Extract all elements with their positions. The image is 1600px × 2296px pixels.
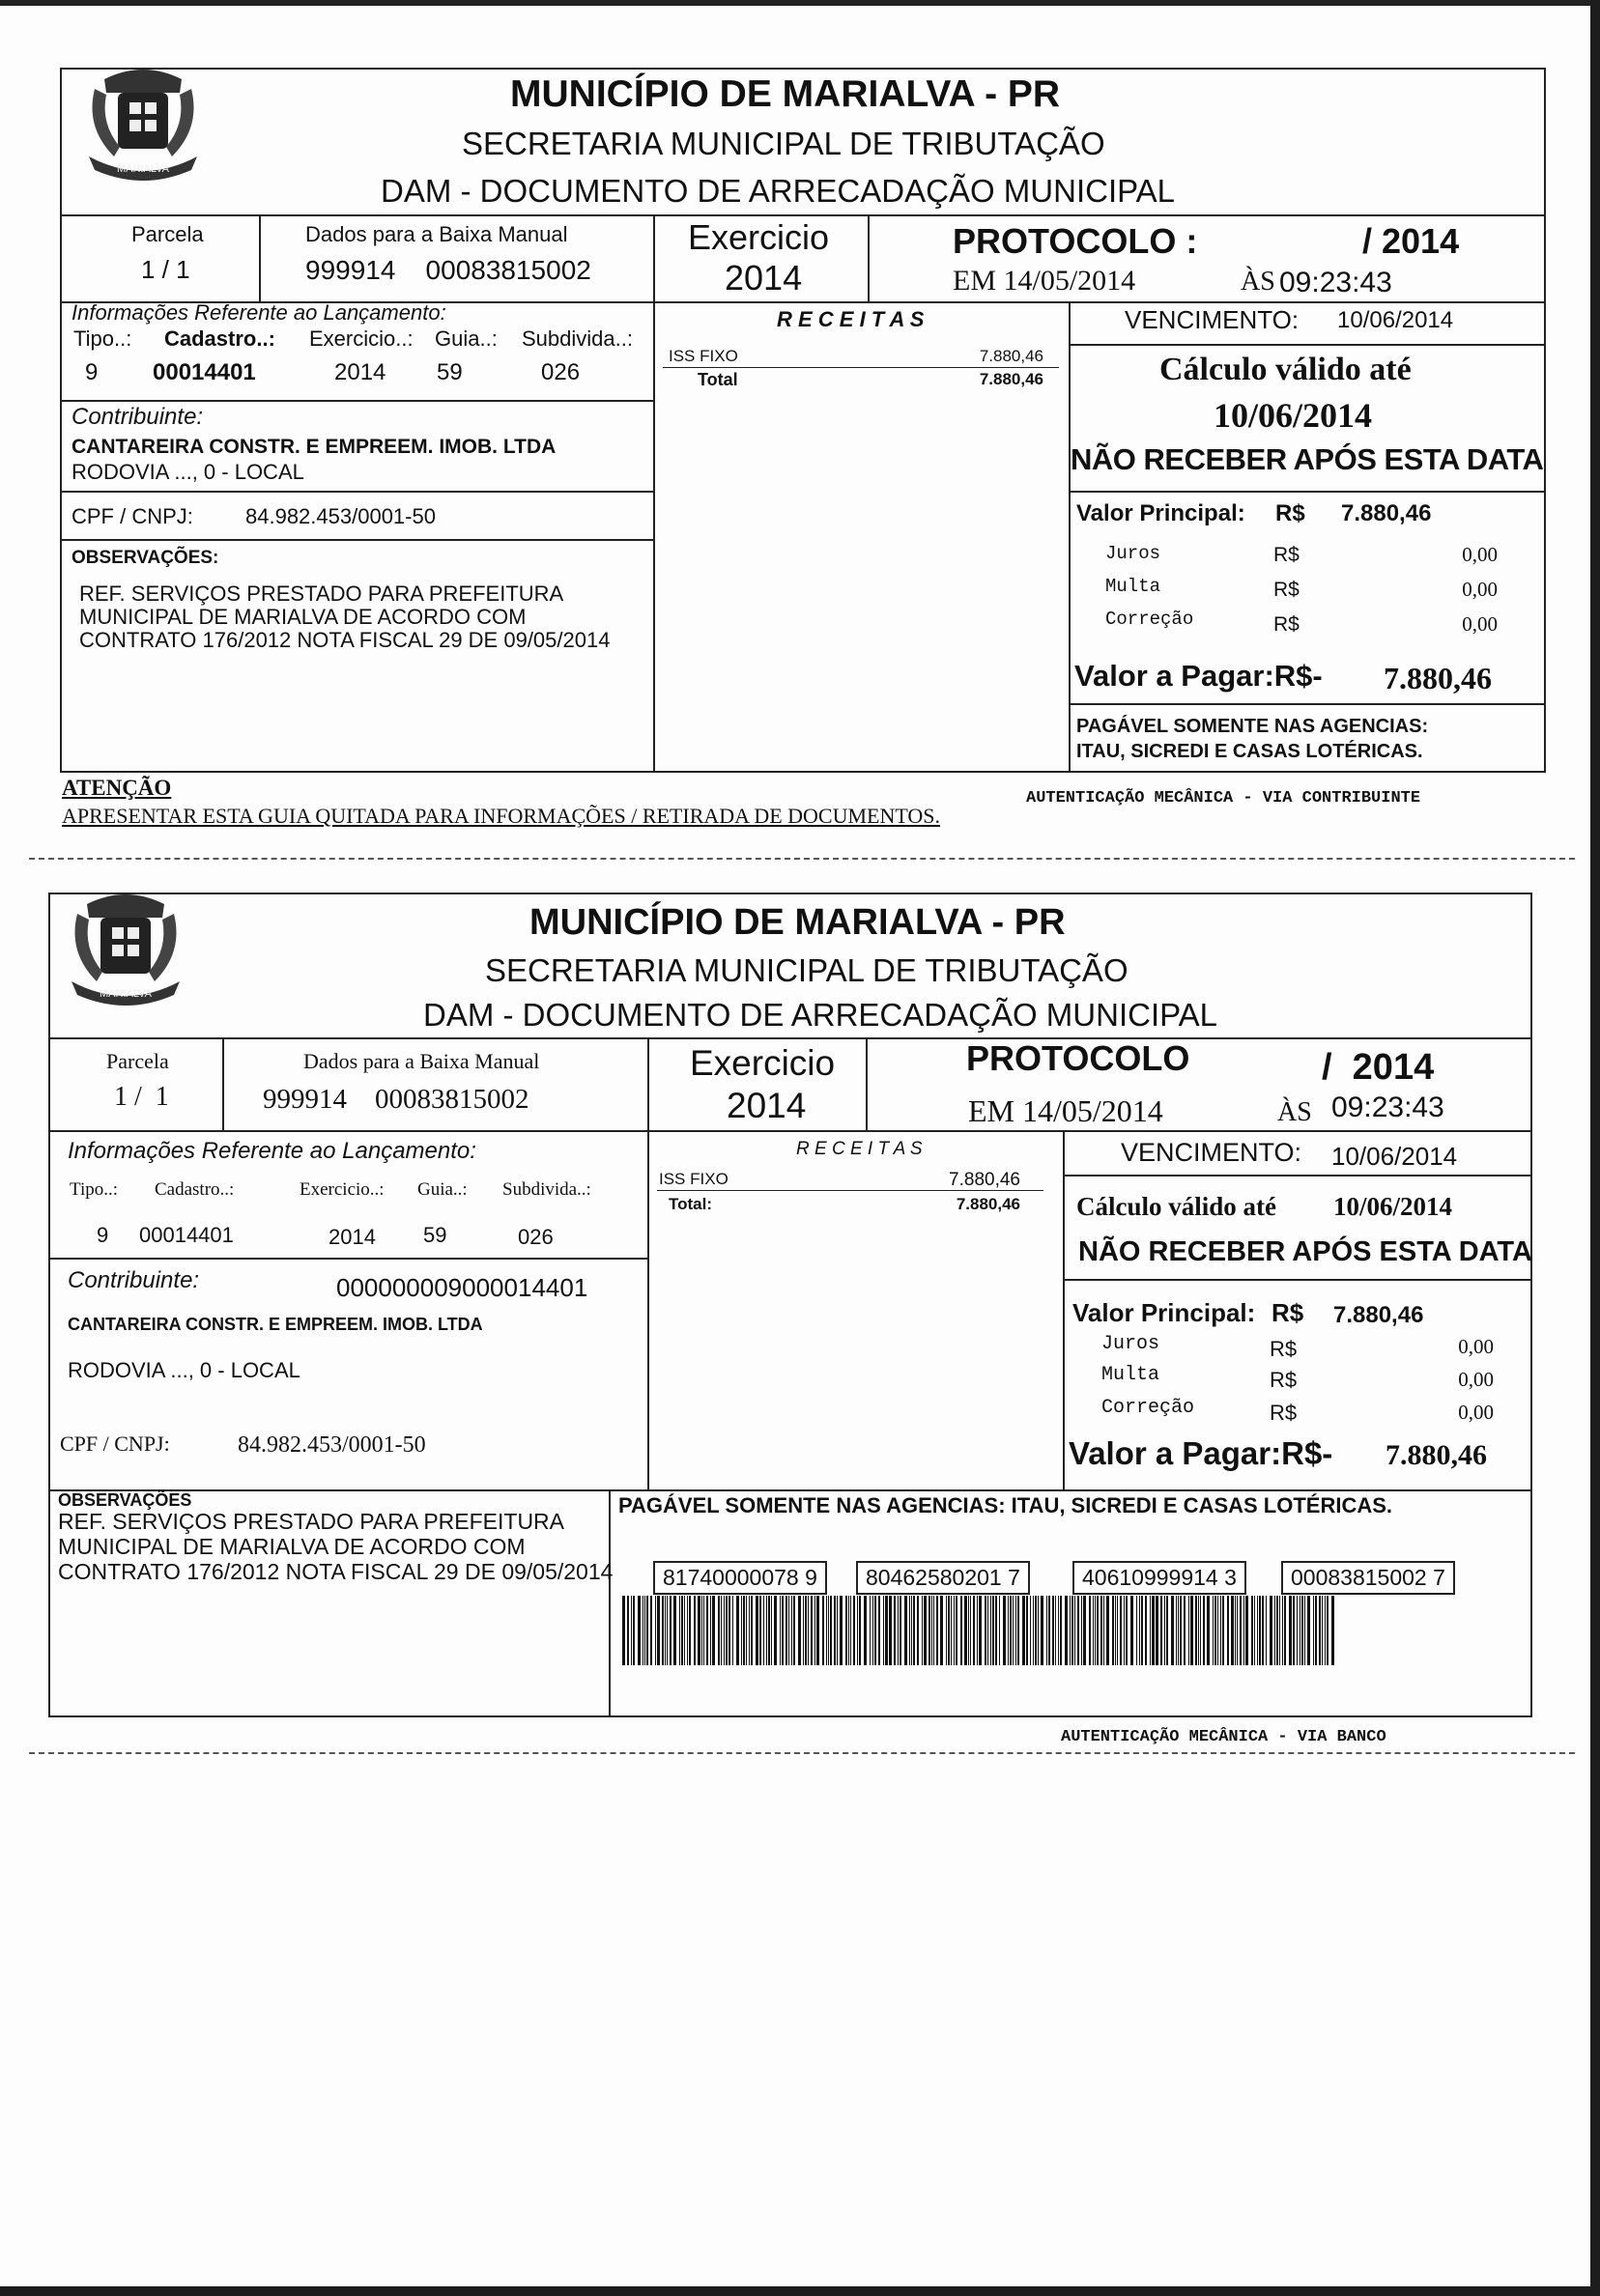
slip1-obs-line2: MUNICIPAL DE MARIALVA DE ACORDO COM (79, 605, 527, 629)
slip1-receitas-title: R E C E I T A S (777, 307, 925, 331)
slip1-protocolo-date: EM 14/05/2014 (953, 265, 1136, 297)
slip2-pagar-label: Valor a Pagar:R$- (1069, 1435, 1333, 1471)
slip2-correcao-currency: R$ (1270, 1401, 1298, 1425)
slip1-parcela-label: Parcela (131, 222, 204, 246)
slip1-calculo-warning: NÃO RECEBER APÓS ESTA DATA (1071, 442, 1544, 476)
slip2-baixa-label: Dados para a Baixa Manual (303, 1049, 540, 1073)
slip1-pagar-label: Valor a Pagar:R$- (1074, 659, 1323, 693)
slip2-protocolo-time: 09:23:43 (1331, 1091, 1444, 1123)
slip2-correcao-value: 0,00 (1458, 1401, 1494, 1424)
slip1-subdivida-label: Subdivida..: (522, 326, 633, 351)
slip1-exercicio-field-label: Exercicio..: (309, 326, 414, 351)
scan-edge-bottom (0, 2286, 1600, 2296)
slip2-contribuinte-code: 000000009000014401 (336, 1273, 588, 1302)
slip1-cpf-value: 84.982.453/0001-50 (245, 504, 436, 528)
slip1-autenticacao: AUTENTICAÇÃO MECÂNICA - VIA CONTRIBUINTE (1026, 789, 1421, 808)
slip2-protocolo-label: PROTOCOLO (966, 1038, 1190, 1078)
slip1-exercicio-value: 2014 (725, 258, 803, 298)
slip2-protocolo-year: / 2014 (1322, 1047, 1435, 1088)
slip1-subdivida-value: 026 (541, 359, 581, 385)
slip1-principal-value: 7.880,46 (1341, 500, 1432, 526)
coat-of-arms-icon (58, 885, 193, 1020)
slip2-obs-label: OBSERVAÇÕES (58, 1490, 192, 1510)
linha-digitavel-field-1: 81740000078 9 (653, 1561, 827, 1595)
slip2-obs-line3: CONTRATO 176/2012 NOTA FISCAL 29 DE 09/05/2014 (58, 1559, 614, 1584)
slip1-receita-total-label: Total (698, 370, 738, 389)
slip1-obs-label: OBSERVAÇÕES: (71, 548, 219, 568)
slip1-pagar-value: 7.880,46 (1384, 661, 1492, 695)
scan-edge-right (1590, 0, 1600, 2296)
slip2-receita-item-label: ISS FIXO (659, 1170, 729, 1188)
slip2-juros-currency: R$ (1270, 1337, 1298, 1361)
slip2-autenticacao: AUTENTICAÇÃO MECÂNICA - VIA BANCO (1061, 1728, 1386, 1746)
slip1-protocolo-label: PROTOCOLO : (953, 221, 1198, 261)
linha-digitavel-field-3: 40610999914 3 (1072, 1561, 1246, 1595)
slip2-calculo-date: 10/06/2014 (1333, 1192, 1453, 1221)
slip2-receitas-title: R E C E I T A S (796, 1139, 923, 1159)
slip1-juros-label: Juros (1105, 543, 1161, 564)
slip2-principal-label: Valor Principal: (1072, 1298, 1256, 1327)
linha-digitavel-field-2: 80462580201 7 (856, 1561, 1030, 1595)
slip2-juros-value: 0,00 (1458, 1335, 1494, 1358)
slip2-cadastro-label: Cadastro..: (155, 1179, 235, 1200)
slip1-multa-value: 0,00 (1462, 578, 1498, 601)
slip2-vencimento-value: 10/06/2014 (1331, 1142, 1458, 1171)
slip2-calculo-label: Cálculo válido até (1076, 1192, 1276, 1221)
slip2-doc-title: DAM - DOCUMENTO DE ARRECADAÇÃO MUNICIPAL (423, 997, 1218, 1033)
scan-edge-top (0, 0, 1600, 6)
slip2-multa-label: Multa (1101, 1364, 1160, 1386)
slip2-exercicio-value: 2014 (727, 1086, 807, 1125)
slip1-baixa-value: 999914 00083815002 (305, 255, 591, 285)
slip1-protocolo-year: / 2014 (1362, 221, 1460, 261)
slip2-vencimento-label: VENCIMENTO: (1121, 1138, 1302, 1167)
slip2-subdivida-label: Subdivida..: (502, 1179, 591, 1200)
slip1-cadastro-label: Cadastro..: (164, 326, 275, 351)
slip1-guia-label: Guia..: (435, 326, 498, 351)
slip1-correcao-label: Correção (1105, 609, 1194, 630)
slip2-contribuinte-label: Contribuinte: (68, 1267, 200, 1293)
slip1-atencao-text: APRESENTAR ESTA GUIA QUITADA PARA INFORMAÇÕES / RETIRADA DE DOCUMENTOS. (62, 804, 941, 828)
payment-barcode (622, 1596, 1336, 1665)
slip1-doc-title: DAM - DOCUMENTO DE ARRECADAÇÃO MUNICIPAL (381, 173, 1176, 209)
slip1-obs-line1: REF. SERVIÇOS PRESTADO PARA PREFEITURA (79, 581, 564, 606)
slip1-receita-item-label: ISS FIXO (669, 347, 738, 365)
slip2-receita-item-value: 7.880,46 (949, 1170, 1020, 1190)
slip1-parcela-value: 1 / 1 (141, 255, 190, 284)
slip1-calculo-label: Cálculo válido até (1159, 352, 1412, 387)
slip2-baixa-value: 999914 00083815002 (263, 1084, 529, 1115)
slip1-cadastro-value: 00014401 (153, 359, 256, 385)
linha-digitavel-field-4: 00083815002 7 (1281, 1561, 1455, 1595)
slip1-baixa-label: Dados para a Baixa Manual (305, 222, 568, 246)
coat-of-arms-icon (75, 60, 211, 195)
slip1-obs-line3: CONTRATO 176/2012 NOTA FISCAL 29 DE 09/05/2014 (79, 628, 611, 652)
slip2-multa-currency: R$ (1270, 1368, 1298, 1392)
slip1-correcao-currency: R$ (1273, 613, 1300, 636)
slip2-guia-value: 59 (423, 1223, 447, 1247)
slip2-parcela-label: Parcela (106, 1049, 169, 1073)
slip1-juros-currency: R$ (1273, 544, 1300, 566)
slip1-contribuinte-address: RODOVIA ..., 0 - LOCAL (71, 460, 304, 484)
slip2-contribuinte-address: RODOVIA ..., 0 - LOCAL (68, 1358, 300, 1382)
slip2-obs-line2: MUNICIPAL DE MARIALVA DE ACORDO COM (58, 1534, 526, 1559)
slip2-exercicio-field-value: 2014 (329, 1225, 376, 1249)
slip1-protocolo-as: ÀS (1241, 267, 1275, 297)
slip2-pagar-value: 7.880,46 (1386, 1439, 1487, 1471)
slip2-info-heading: Informações Referente ao Lançamento: (68, 1138, 476, 1164)
slip1-cpf-label: CPF / CNPJ: (71, 504, 193, 528)
slip2-protocolo-date: EM 14/05/2014 (968, 1093, 1163, 1128)
cut-line-1 (29, 858, 1575, 860)
slip2-tipo-label: Tipo..: (70, 1179, 118, 1200)
slip1-title: MUNICÍPIO DE MARIALVA - PR (510, 73, 1061, 115)
slip1-tipo-value: 9 (85, 359, 99, 385)
slip1-correcao-value: 0,00 (1462, 612, 1498, 636)
slip2-cadastro-value: 00014401 (139, 1223, 234, 1247)
slip2-guia-label: Guia..: (417, 1179, 468, 1200)
slip1-principal-label: Valor Principal: (1076, 500, 1245, 526)
slip2-calculo-warning: NÃO RECEBER APÓS ESTA DATA (1078, 1236, 1532, 1267)
slip1-exercicio-field-value: 2014 (334, 359, 386, 385)
slip1-principal-currency: R$ (1275, 500, 1305, 526)
slip2-tipo-value: 9 (97, 1223, 109, 1247)
slip2-exercicio-field-label: Exercicio..: (300, 1179, 385, 1200)
slip2-cpf-label: CPF / CNPJ: (60, 1431, 170, 1456)
slip1-protocolo-time: 09:23:43 (1279, 267, 1392, 298)
slip1-juros-value: 0,00 (1462, 543, 1498, 566)
slip1-multa-label: Multa (1105, 576, 1161, 597)
slip2-principal-currency: R$ (1271, 1298, 1304, 1327)
slip1-contribuinte-label: Contribuinte: (71, 404, 204, 430)
slip2-exercicio-label: Exercicio (690, 1043, 836, 1083)
crest-banner: MARIALVA (100, 988, 152, 1000)
slip2-title: MUNICÍPIO DE MARIALVA - PR (529, 902, 1066, 943)
slip2-contribuinte-name: CANTAREIRA CONSTR. E EMPREEM. IMOB. LTDA (68, 1315, 483, 1334)
slip1-receita-total-value: 7.880,46 (979, 370, 1043, 388)
slip2-parcela-value: 1 / 1 (114, 1082, 169, 1112)
slip2-multa-value: 0,00 (1458, 1368, 1494, 1391)
slip1-atencao-label: ATENÇÃO (62, 776, 172, 800)
slip2-obs-line1: REF. SERVIÇOS PRESTADO PARA PREFEITURA (58, 1509, 565, 1534)
slip2-subtitle: SECRETARIA MUNICIPAL DE TRIBUTAÇÃO (485, 952, 1129, 988)
slip1-vencimento-label: VENCIMENTO: (1125, 305, 1300, 334)
slip1-multa-currency: R$ (1273, 579, 1300, 601)
slip1-subtitle: SECRETARIA MUNICIPAL DE TRIBUTAÇÃO (462, 126, 1105, 161)
slip2-pagavel: PAGÁVEL SOMENTE NAS AGENCIAS: ITAU, SICREDI E CASAS LOTÉRICAS. (618, 1493, 1393, 1517)
slip2-receita-total-value: 7.880,46 (956, 1195, 1020, 1213)
crest-banner: MARIALVA (117, 163, 169, 175)
slip1-contribuinte-name: CANTAREIRA CONSTR. E EMPREEM. IMOB. LTDA (71, 436, 557, 458)
cut-line-2 (29, 1752, 1575, 1754)
slip2-protocolo-as: ÀS (1277, 1097, 1312, 1127)
slip2-juros-label: Juros (1101, 1333, 1160, 1355)
slip2-receita-total-label: Total: (669, 1195, 713, 1213)
slip1-exercicio-label: Exercicio (688, 217, 830, 257)
slip1-receita-item-value: 7.880,46 (979, 347, 1043, 365)
slip1-calculo-date: 10/06/2014 (1214, 396, 1373, 435)
slip2-subdivida-value: 026 (518, 1225, 554, 1249)
slip2-cpf-value: 84.982.453/0001-50 (238, 1432, 426, 1458)
slip1-info-heading: Informações Referente ao Lançamento: (71, 300, 446, 325)
slip1-pagavel-line1: PAGÁVEL SOMENTE NAS AGENCIAS: (1076, 716, 1429, 737)
slip1-pagavel-line2: ITAU, SICREDI E CASAS LOTÉRICAS. (1076, 741, 1423, 762)
slip1-vencimento-value: 10/06/2014 (1337, 307, 1454, 333)
slip2-correcao-label: Correção (1101, 1397, 1195, 1419)
slip1-guia-value: 59 (437, 359, 463, 385)
slip2-principal-value: 7.880,46 (1333, 1302, 1424, 1328)
slip1-tipo-label: Tipo..: (73, 326, 132, 351)
